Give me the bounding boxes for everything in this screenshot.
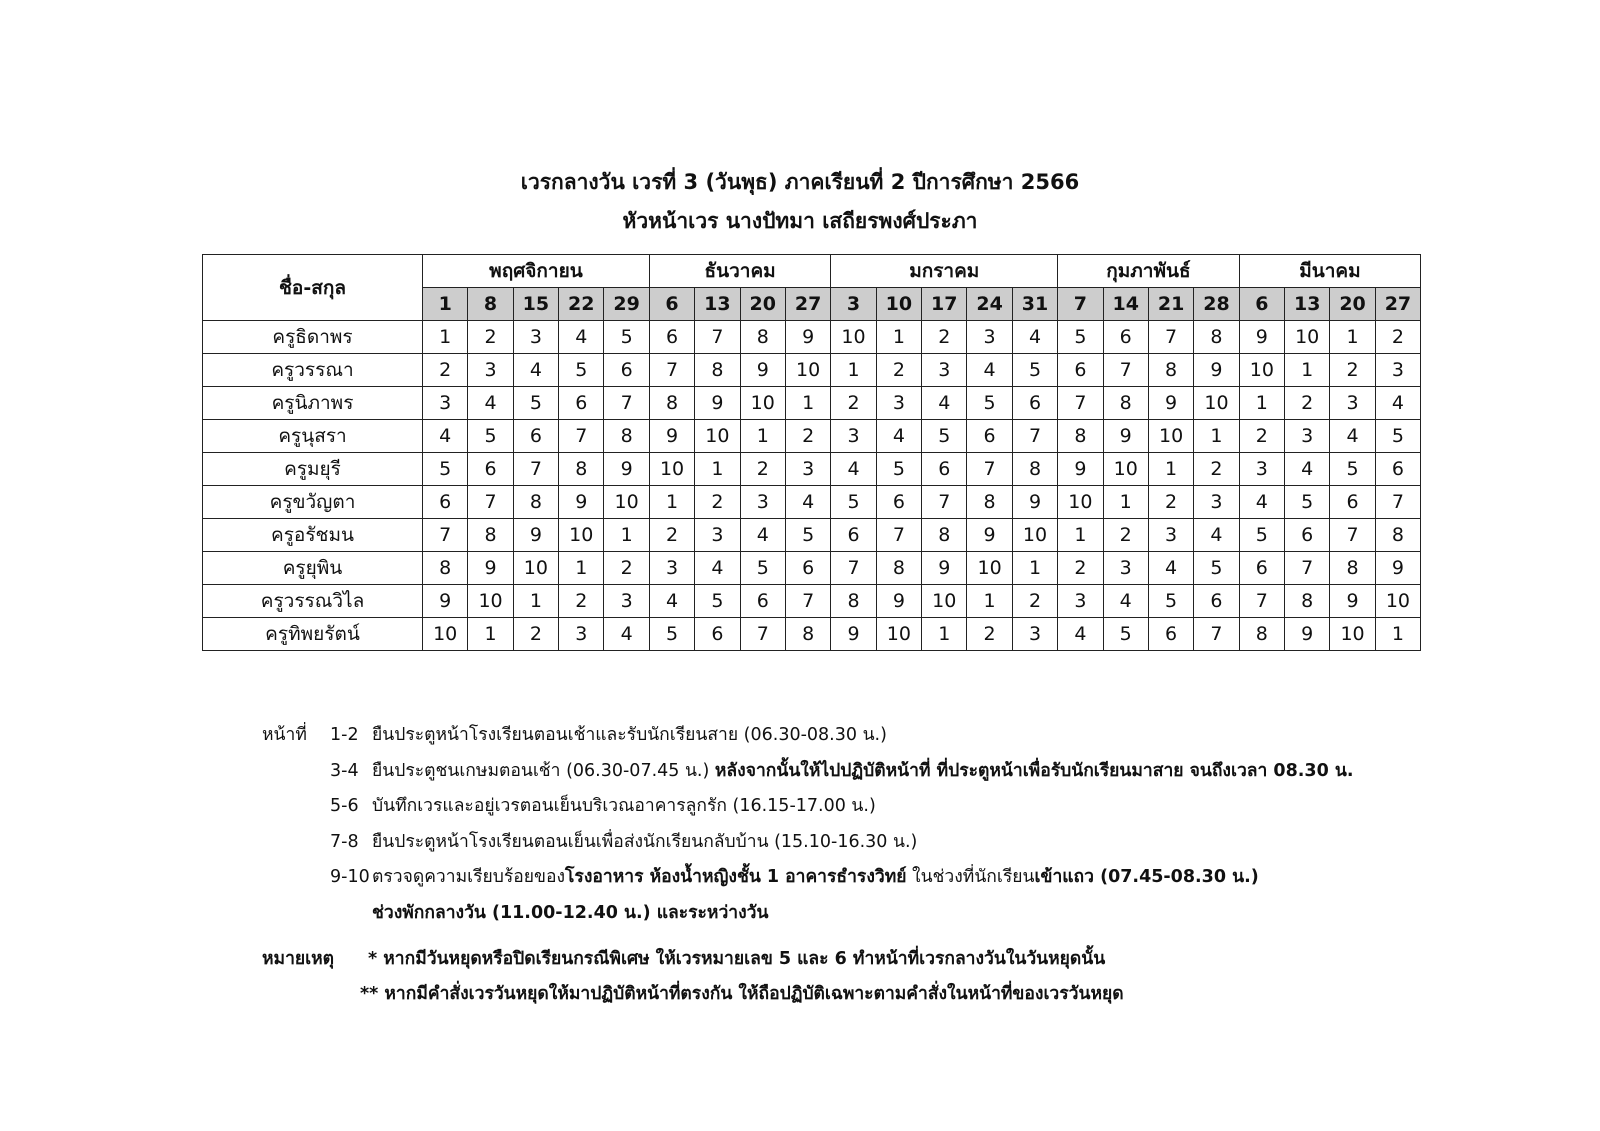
duty-number-cell: 7 <box>649 354 694 387</box>
duty-number-cell: 5 <box>513 387 558 420</box>
duty-number-cell: 9 <box>423 585 468 618</box>
duty-text-bold: ช่วงพักกลางวัน (11.00-12.40 น.) และระหว่างวัน <box>372 902 769 923</box>
duty-number-cell: 3 <box>831 420 876 453</box>
duty-number-cell: 9 <box>922 552 967 585</box>
duty-number-cell: 10 <box>695 420 740 453</box>
duty-number-cell: 2 <box>513 618 558 651</box>
duty-number-cell: 7 <box>785 585 830 618</box>
duty-number-cell: 6 <box>831 519 876 552</box>
duty-number-cell: 6 <box>468 453 513 486</box>
duty-number-cell: 5 <box>1375 420 1420 453</box>
teacher-name: ครูขวัญตา <box>203 486 423 519</box>
duty-number-cell: 9 <box>1012 486 1057 519</box>
duty-number-cell: 6 <box>1285 519 1330 552</box>
duty-number-cell: 3 <box>1375 354 1420 387</box>
duty-number-cell: 8 <box>967 486 1012 519</box>
duty-number-cell: 1 <box>423 321 468 354</box>
duty-number-cell: 7 <box>1330 519 1375 552</box>
duty-number-cell: 10 <box>1103 453 1148 486</box>
duty-text: ในช่วงที่นักเรียน <box>906 867 1035 887</box>
duty-number-cell: 10 <box>559 519 604 552</box>
duty-number-cell: 10 <box>785 354 830 387</box>
duty-number-cell: 10 <box>649 453 694 486</box>
duty-number-cell: 10 <box>1285 321 1330 354</box>
duty-number-cell: 1 <box>604 519 649 552</box>
remark-line: * หากมีวันหยุดหรือปิดเรียนกรณีพิเศษ ให้เวรหมายเลข 5 และ 6 ทำหน้าที่เวรกลางวันในวันหยุดนั้น <box>368 949 1106 969</box>
duty-number-cell: 10 <box>1239 354 1284 387</box>
duty-number-cell: 1 <box>967 585 1012 618</box>
duty-number-cell: 6 <box>1330 486 1375 519</box>
duty-number-cell: 9 <box>1103 420 1148 453</box>
duty-number-cell: 1 <box>740 420 785 453</box>
duty-number-cell: 4 <box>831 453 876 486</box>
duty-number-cell: 3 <box>1330 387 1375 420</box>
duty-number-cell: 3 <box>513 321 558 354</box>
name-column-header: ชื่อ-สกุล <box>203 255 423 321</box>
duty-number-cell: 7 <box>831 552 876 585</box>
duty-number-cell: 8 <box>1194 321 1239 354</box>
duty-number-cell: 4 <box>1375 387 1420 420</box>
duty-number-cell: 3 <box>1012 618 1057 651</box>
day-header: 27 <box>785 288 830 321</box>
duty-number-cell: 6 <box>604 354 649 387</box>
duty-number-cell: 7 <box>1148 321 1193 354</box>
duty-number-cell: 7 <box>1375 486 1420 519</box>
duty-number-cell: 5 <box>649 618 694 651</box>
duty-number-cell: 10 <box>1375 585 1420 618</box>
duty-number-cell: 8 <box>876 552 921 585</box>
duty-number-cell: 2 <box>1012 585 1057 618</box>
duty-number-cell: 8 <box>1012 453 1057 486</box>
day-header: 1 <box>423 288 468 321</box>
duty-number-cell: 2 <box>1103 519 1148 552</box>
duty-number-cell: 10 <box>876 618 921 651</box>
duty-text: ยืนประตูหน้าโรงเรียนตอนเช้าและรับนักเรียนสาย (06.30-08.30 น.) <box>372 725 887 745</box>
duty-number-cell: 4 <box>1330 420 1375 453</box>
teacher-name: ครูทิพยรัตน์ <box>203 618 423 651</box>
duty-number-cell: 2 <box>1194 453 1239 486</box>
duty-number-cell: 5 <box>423 453 468 486</box>
day-header: 6 <box>1239 288 1284 321</box>
duty-code: 7-8 <box>330 831 359 852</box>
duty-number-cell: 5 <box>695 585 740 618</box>
duty-number-cell: 6 <box>1194 585 1239 618</box>
duty-number-cell: 1 <box>559 552 604 585</box>
duty-number-cell: 5 <box>1012 354 1057 387</box>
duty-number-cell: 8 <box>785 618 830 651</box>
duty-number-cell: 2 <box>649 519 694 552</box>
page-subtitle: หัวหน้าเวร นางปัทมา เสถียรพงศ์ประภา <box>622 209 978 233</box>
duty-number-cell: 10 <box>922 585 967 618</box>
duty-number-cell: 4 <box>695 552 740 585</box>
day-header: 24 <box>967 288 1012 321</box>
day-header: 13 <box>695 288 740 321</box>
duty-number-cell: 2 <box>1330 354 1375 387</box>
duty-number-cell: 6 <box>1058 354 1103 387</box>
duty-number-cell: 9 <box>559 486 604 519</box>
teacher-name: ครูธิดาพร <box>203 321 423 354</box>
duty-number-cell: 8 <box>1285 585 1330 618</box>
duty-item <box>262 754 1353 790</box>
day-header: 15 <box>513 288 558 321</box>
teacher-name: ครูยุพิน <box>203 552 423 585</box>
day-header: 20 <box>1330 288 1375 321</box>
duty-number-cell: 3 <box>423 387 468 420</box>
duty-number-cell: 1 <box>1148 453 1193 486</box>
day-header: 7 <box>1058 288 1103 321</box>
teacher-name: ครูนิภาพร <box>203 387 423 420</box>
day-header: 8 <box>468 288 513 321</box>
duty-number-cell: 2 <box>423 354 468 387</box>
duty-number-cell: 9 <box>831 618 876 651</box>
day-header: 10 <box>876 288 921 321</box>
duty-code: 1-2 <box>330 725 359 745</box>
duty-number-cell: 6 <box>1375 453 1420 486</box>
duty-number-cell: 1 <box>922 618 967 651</box>
duty-number-cell: 4 <box>604 618 649 651</box>
duty-item <box>262 825 1353 861</box>
duty-number-cell: 8 <box>1330 552 1375 585</box>
duty-number-cell: 6 <box>922 453 967 486</box>
duty-number-cell: 1 <box>876 321 921 354</box>
duty-number-cell: 2 <box>695 486 740 519</box>
duty-number-cell: 4 <box>1194 519 1239 552</box>
duty-number-cell: 9 <box>513 519 558 552</box>
duty-number-cell: 9 <box>876 585 921 618</box>
duty-schedule-table <box>202 254 1421 651</box>
duty-number-cell: 6 <box>876 486 921 519</box>
duty-number-cell: 8 <box>559 453 604 486</box>
duty-number-cell: 7 <box>695 321 740 354</box>
duty-number-cell: 3 <box>695 519 740 552</box>
remarks-section <box>262 942 1124 1012</box>
teacher-name: ครูมยุรี <box>203 453 423 486</box>
duty-number-cell: 5 <box>604 321 649 354</box>
month-header: มกราคม <box>831 255 1058 288</box>
duty-number-cell: 7 <box>1103 354 1148 387</box>
duty-number-cell: 4 <box>1012 321 1057 354</box>
duty-number-cell: 1 <box>649 486 694 519</box>
duty-number-cell: 8 <box>1058 420 1103 453</box>
duty-number-cell: 8 <box>1375 519 1420 552</box>
teacher-name: ครูนุสรา <box>203 420 423 453</box>
day-header: 29 <box>604 288 649 321</box>
day-header: 21 <box>1148 288 1193 321</box>
duty-number-cell: 3 <box>468 354 513 387</box>
month-header-row <box>203 255 1421 288</box>
page-title: เวรกลางวัน เวรที่ 3 (วันพุธ) ภาคเรียนที่ 2 ปีการศึกษา 2566 <box>520 170 1080 194</box>
duty-number-cell: 7 <box>468 486 513 519</box>
duty-number-cell: 2 <box>1058 552 1103 585</box>
duty-number-cell: 8 <box>468 519 513 552</box>
duty-number-cell: 6 <box>559 387 604 420</box>
duty-number-cell: 3 <box>740 486 785 519</box>
duty-number-cell: 5 <box>559 354 604 387</box>
duty-number-cell: 3 <box>1239 453 1284 486</box>
day-header: 20 <box>740 288 785 321</box>
duty-number-cell: 6 <box>967 420 1012 453</box>
duty-number-cell: 8 <box>922 519 967 552</box>
duty-number-cell: 8 <box>649 387 694 420</box>
duty-number-cell: 4 <box>922 387 967 420</box>
duty-number-cell: 10 <box>604 486 649 519</box>
duty-text: ยืนประตูหน้าโรงเรียนตอนเย็นเพื่อส่งนักเรียนกลับบ้าน (15.10-16.30 น.) <box>372 831 918 852</box>
duty-number-cell: 1 <box>513 585 558 618</box>
duty-number-cell: 1 <box>1375 618 1420 651</box>
duty-number-cell: 4 <box>468 387 513 420</box>
day-header: 6 <box>649 288 694 321</box>
duty-number-cell: 6 <box>649 321 694 354</box>
duty-number-cell: 3 <box>967 321 1012 354</box>
duty-number-cell: 4 <box>513 354 558 387</box>
duty-number-cell: 2 <box>1239 420 1284 453</box>
duty-text: ยืนประตูชนเกษมตอนเช้า (06.30-07.45 น.) <box>372 760 715 781</box>
remark-line: ** หากมีคำสั่งเวรวันหยุดให้มาปฏิบัติหน้าที่ตรงกัน ให้ถือปฏิบัติเฉพาะตามคำสั่งในหน้าที่ของเวรวันหยุด <box>360 984 1124 1004</box>
duty-code: 9-10 <box>330 867 370 887</box>
duty-number-cell: 3 <box>922 354 967 387</box>
duties-label: หน้าที่ <box>262 725 307 745</box>
duty-number-cell: 4 <box>1148 552 1193 585</box>
duty-number-cell: 5 <box>967 387 1012 420</box>
duty-number-cell: 5 <box>785 519 830 552</box>
duty-number-cell: 7 <box>740 618 785 651</box>
teacher-name: ครูวรรณวิไล <box>203 585 423 618</box>
table-row <box>203 486 1421 519</box>
duty-number-cell: 9 <box>1239 321 1284 354</box>
day-header: 3 <box>831 288 876 321</box>
duty-number-cell: 6 <box>695 618 740 651</box>
duty-number-cell: 4 <box>1058 618 1103 651</box>
remarks-label: หมายเหตุ <box>262 949 335 969</box>
duty-number-cell: 2 <box>468 321 513 354</box>
duty-number-cell: 6 <box>785 552 830 585</box>
duty-number-cell: 7 <box>922 486 967 519</box>
duty-number-cell: 8 <box>695 354 740 387</box>
duty-number-cell: 3 <box>876 387 921 420</box>
duty-number-cell: 9 <box>1330 585 1375 618</box>
duty-number-cell: 2 <box>1285 387 1330 420</box>
duty-number-cell: 5 <box>740 552 785 585</box>
table-row <box>203 519 1421 552</box>
duty-number-cell: 5 <box>1239 519 1284 552</box>
duty-number-cell: 9 <box>785 321 830 354</box>
duty-number-cell: 1 <box>831 354 876 387</box>
table-row <box>203 552 1421 585</box>
duty-number-cell: 6 <box>423 486 468 519</box>
duty-number-cell: 8 <box>1103 387 1148 420</box>
duty-number-cell: 3 <box>649 552 694 585</box>
duty-number-cell: 8 <box>1148 354 1193 387</box>
duty-number-cell: 4 <box>559 321 604 354</box>
duty-number-cell: 5 <box>1285 486 1330 519</box>
table-row <box>203 321 1421 354</box>
duty-number-cell: 9 <box>1194 354 1239 387</box>
table-row <box>203 585 1421 618</box>
day-header: 27 <box>1375 288 1420 321</box>
teacher-name: ครูอรัชมน <box>203 519 423 552</box>
duty-number-cell: 5 <box>876 453 921 486</box>
day-header: 14 <box>1103 288 1148 321</box>
duty-number-cell: 9 <box>740 354 785 387</box>
duty-number-cell: 3 <box>1285 420 1330 453</box>
teacher-name: ครูวรรณา <box>203 354 423 387</box>
day-header: 22 <box>559 288 604 321</box>
day-header: 31 <box>1012 288 1057 321</box>
duty-number-cell: 1 <box>1285 354 1330 387</box>
duty-number-cell: 8 <box>831 585 876 618</box>
duty-number-cell: 2 <box>922 321 967 354</box>
table-row <box>203 354 1421 387</box>
duty-number-cell: 10 <box>740 387 785 420</box>
duty-code: 5-6 <box>330 796 359 816</box>
duty-number-cell: 9 <box>967 519 1012 552</box>
duty-number-cell: 6 <box>740 585 785 618</box>
duty-item <box>262 860 1353 896</box>
duty-number-cell: 10 <box>468 585 513 618</box>
duty-number-cell: 2 <box>785 420 830 453</box>
duty-number-cell: 2 <box>1148 486 1193 519</box>
duty-number-cell: 2 <box>559 585 604 618</box>
duty-number-cell: 9 <box>1058 453 1103 486</box>
duty-number-cell: 1 <box>1058 519 1103 552</box>
duty-number-cell: 1 <box>468 618 513 651</box>
duty-number-cell: 7 <box>1058 387 1103 420</box>
duty-number-cell: 6 <box>1012 387 1057 420</box>
duty-number-cell: 8 <box>604 420 649 453</box>
duty-number-cell: 4 <box>785 486 830 519</box>
duty-number-cell: 1 <box>1194 420 1239 453</box>
duty-number-cell: 10 <box>513 552 558 585</box>
table-row <box>203 387 1421 420</box>
duty-number-cell: 2 <box>831 387 876 420</box>
duty-number-cell: 7 <box>876 519 921 552</box>
duty-number-cell: 2 <box>1375 321 1420 354</box>
duty-number-cell: 8 <box>740 321 785 354</box>
duty-number-cell: 9 <box>649 420 694 453</box>
duty-number-cell: 8 <box>423 552 468 585</box>
duty-number-cell: 5 <box>1194 552 1239 585</box>
duty-number-cell: 3 <box>604 585 649 618</box>
duty-text: ตรวจดูความเรียบร้อยของ <box>372 867 566 887</box>
duty-number-cell: 7 <box>967 453 1012 486</box>
duty-number-cell: 10 <box>1012 519 1057 552</box>
duty-number-cell: 5 <box>1103 618 1148 651</box>
duty-number-cell: 1 <box>1330 321 1375 354</box>
duty-number-cell: 8 <box>513 486 558 519</box>
month-header: ธันวาคม <box>649 255 830 288</box>
duty-number-cell: 2 <box>876 354 921 387</box>
duty-number-cell: 7 <box>513 453 558 486</box>
duties-section <box>262 718 1353 931</box>
duty-number-cell: 4 <box>740 519 785 552</box>
duty-number-cell: 4 <box>649 585 694 618</box>
duty-number-cell: 1 <box>1012 552 1057 585</box>
duty-number-cell: 9 <box>1285 618 1330 651</box>
table-row <box>203 618 1421 651</box>
duty-number-cell: 7 <box>604 387 649 420</box>
duty-number-cell: 1 <box>1239 387 1284 420</box>
duty-number-cell: 10 <box>831 321 876 354</box>
duty-number-cell: 9 <box>1148 387 1193 420</box>
duty-item-continued <box>262 896 1353 932</box>
day-header: 13 <box>1285 288 1330 321</box>
duty-number-cell: 4 <box>1103 585 1148 618</box>
duty-number-cell: 3 <box>1148 519 1193 552</box>
duty-number-cell: 4 <box>967 354 1012 387</box>
duty-number-cell: 2 <box>604 552 649 585</box>
duty-number-cell: 9 <box>468 552 513 585</box>
duty-number-cell: 5 <box>468 420 513 453</box>
duty-number-cell: 10 <box>967 552 1012 585</box>
duty-number-cell: 1 <box>1103 486 1148 519</box>
duty-number-cell: 7 <box>1285 552 1330 585</box>
duty-number-cell: 3 <box>785 453 830 486</box>
duty-text: บันทึกเวรและอยู่เวรตอนเย็นบริเวณอาคารลูกรัก (16.15-17.00 น.) <box>372 796 876 816</box>
duty-number-cell: 2 <box>740 453 785 486</box>
duty-number-cell: 9 <box>1375 552 1420 585</box>
duty-number-cell: 7 <box>1239 585 1284 618</box>
table-row <box>203 453 1421 486</box>
duty-number-cell: 3 <box>1194 486 1239 519</box>
duty-number-cell: 6 <box>1239 552 1284 585</box>
duty-number-cell: 9 <box>695 387 740 420</box>
duty-number-cell: 5 <box>1148 585 1193 618</box>
duty-number-cell: 3 <box>559 618 604 651</box>
duty-number-cell: 4 <box>876 420 921 453</box>
month-header: พฤศจิกายน <box>423 255 650 288</box>
duty-number-cell: 5 <box>1330 453 1375 486</box>
table-row <box>203 420 1421 453</box>
duty-number-cell: 7 <box>1194 618 1239 651</box>
duty-number-cell: 5 <box>922 420 967 453</box>
day-header: 17 <box>922 288 967 321</box>
duty-number-cell: 10 <box>423 618 468 651</box>
duty-text-bold: เข้าแถว (07.45-08.30 น.) <box>1034 867 1259 887</box>
duty-number-cell: 6 <box>1148 618 1193 651</box>
duty-number-cell: 4 <box>1285 453 1330 486</box>
duty-number-cell: 7 <box>423 519 468 552</box>
duty-item <box>262 789 1353 825</box>
duty-number-cell: 7 <box>1012 420 1057 453</box>
duty-text-bold: หลังจากนั้นให้ไปปฏิบัติหน้าที่ ที่ประตูหน้าเพื่อรับนักเรียนมาสาย จนถึงเวลา 08.30 น. <box>714 760 1354 781</box>
duty-number-cell: 10 <box>1194 387 1239 420</box>
duty-number-cell: 1 <box>695 453 740 486</box>
duty-number-cell: 10 <box>1058 486 1103 519</box>
duty-number-cell: 3 <box>1058 585 1103 618</box>
duty-number-cell: 2 <box>967 618 1012 651</box>
duty-code: 3-4 <box>330 760 359 781</box>
day-header: 28 <box>1194 288 1239 321</box>
duty-number-cell: 10 <box>1330 618 1375 651</box>
duty-number-cell: 3 <box>1103 552 1148 585</box>
duty-number-cell: 1 <box>785 387 830 420</box>
duty-number-cell: 5 <box>831 486 876 519</box>
month-header: กุมภาพันธ์ <box>1058 255 1239 288</box>
duty-number-cell: 6 <box>1103 321 1148 354</box>
duty-number-cell: 7 <box>559 420 604 453</box>
duty-number-cell: 8 <box>1239 618 1284 651</box>
duty-number-cell: 9 <box>604 453 649 486</box>
duty-number-cell: 5 <box>1058 321 1103 354</box>
duty-text-bold: โรงอาหาร ห้องน้ำหญิงชั้น 1 อาคารธำรงวิทย์ <box>565 867 907 887</box>
month-header: มีนาคม <box>1239 255 1420 288</box>
duty-item <box>262 718 1353 754</box>
duty-number-cell: 4 <box>423 420 468 453</box>
duty-number-cell: 6 <box>513 420 558 453</box>
duty-number-cell: 4 <box>1239 486 1284 519</box>
duty-number-cell: 10 <box>1148 420 1193 453</box>
